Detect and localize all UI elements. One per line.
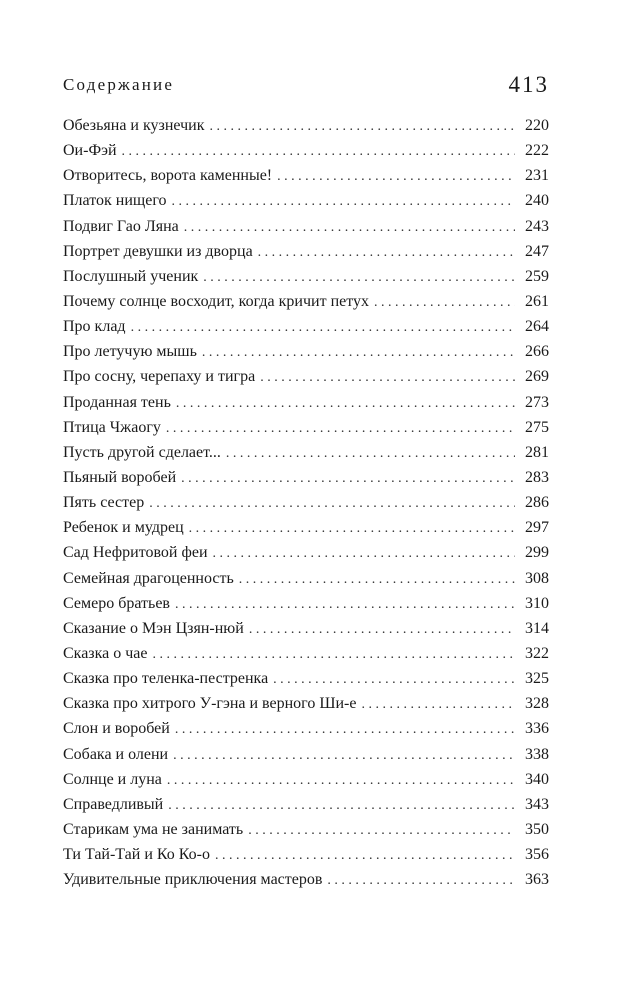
- dot-leader: [166, 416, 515, 441]
- toc-entry-page: 308: [525, 569, 549, 587]
- toc-entry-title: Послушный ученик: [63, 267, 199, 285]
- dot-leader: [374, 290, 515, 315]
- toc-entry: [63, 691, 549, 716]
- dot-leader: [273, 667, 515, 692]
- dot-leader: [122, 139, 515, 164]
- toc-entry-page: 240: [525, 192, 549, 210]
- dot-leader: [213, 541, 515, 566]
- toc-entry: [63, 465, 549, 490]
- dot-leader: [239, 567, 515, 592]
- toc-entry-title: Платок нищего: [63, 192, 167, 210]
- toc-entry: [63, 666, 549, 691]
- toc-entry-page: 310: [525, 594, 549, 612]
- dot-leader: [175, 592, 515, 617]
- toc-entry-page: 297: [525, 519, 549, 537]
- toc-entry-page: 336: [525, 720, 549, 738]
- toc-entry: [63, 314, 549, 339]
- toc-entry-title: Про летучую мышь: [63, 343, 197, 361]
- dot-leader: [277, 164, 515, 189]
- toc-entry: [63, 616, 549, 641]
- toc-entry: [63, 264, 549, 289]
- toc-entry-page: 269: [525, 368, 549, 386]
- toc-entry-title: Справедливый: [63, 795, 164, 813]
- toc-entry-title: Собака и олени: [63, 745, 169, 763]
- toc-entry: [63, 591, 549, 616]
- toc-entry-page: 261: [525, 292, 549, 310]
- toc-entry-page: 356: [525, 846, 549, 864]
- toc-entry-title: Сказка о чае: [63, 644, 148, 662]
- dot-leader: [153, 642, 515, 667]
- toc-entry-title: Птица Чжаогу: [63, 418, 161, 436]
- toc-entry-page: 275: [525, 418, 549, 436]
- toc-entry-page: 322: [525, 644, 549, 662]
- toc-entry-page: 264: [525, 318, 549, 336]
- toc-entry-page: 273: [525, 393, 549, 411]
- dot-leader: [176, 391, 515, 416]
- toc-entry-title: Старикам ума не занимать: [63, 820, 244, 838]
- dot-leader: [210, 114, 516, 139]
- toc-entry-title: Ои-Фэй: [63, 142, 117, 160]
- page-header: [63, 72, 549, 102]
- toc-entry: [63, 817, 549, 842]
- toc-entry: [63, 566, 549, 591]
- toc-entry-page: 299: [525, 544, 549, 562]
- toc-entry: [63, 440, 549, 465]
- toc-entry-page: 340: [525, 770, 549, 788]
- toc-entry: [63, 515, 549, 540]
- toc-entry: [63, 842, 549, 867]
- dot-leader: [131, 315, 515, 340]
- toc-entry: [63, 163, 549, 188]
- toc-entry: [63, 415, 549, 440]
- toc-entry-title: Пьяный воробей: [63, 468, 177, 486]
- toc-entry-title: Сад Нефритовой феи: [63, 544, 208, 562]
- table-of-contents: [63, 113, 549, 892]
- toc-entry-title: Портрет девушки из дворца: [63, 242, 253, 260]
- toc-entry-page: 363: [525, 871, 549, 889]
- toc-entry-title: Ти Тай-Тай и Ко Ко-о: [63, 846, 210, 864]
- toc-entry-page: 243: [525, 217, 549, 235]
- toc-entry-page: 338: [525, 745, 549, 763]
- dot-leader: [168, 793, 515, 818]
- toc-entry-title: Сказка про теленка-пестренка: [63, 670, 269, 688]
- dot-leader: [361, 692, 515, 717]
- dot-leader: [248, 818, 515, 843]
- dot-leader: [184, 215, 515, 240]
- toc-entry-title: Подвиг Гао Ляна: [63, 217, 179, 235]
- dot-leader: [167, 768, 515, 793]
- toc-entry-page: 328: [525, 695, 549, 713]
- running-title: Содержание: [63, 75, 175, 94]
- toc-entry-page: 247: [525, 242, 549, 260]
- toc-entry: [63, 138, 549, 163]
- toc-entry-title: Обезьяна и кузнечик: [63, 117, 205, 134]
- toc-entry-title: Семеро братьев: [63, 594, 170, 612]
- dot-leader: [172, 189, 516, 214]
- toc-entry-page: 286: [525, 494, 549, 512]
- toc-entry: [63, 364, 549, 389]
- toc-entry: [63, 792, 549, 817]
- dot-leader: [173, 743, 515, 768]
- dot-leader: [189, 516, 515, 541]
- toc-entry: [63, 113, 549, 138]
- toc-entry-page: 222: [525, 142, 549, 160]
- toc-entry-title: Про сосну, черепаху и тигра: [63, 368, 256, 386]
- toc-entry: [63, 540, 549, 565]
- toc-entry-page: 231: [525, 167, 549, 185]
- toc-entry-page: 325: [525, 670, 549, 688]
- toc-entry-page: 266: [525, 343, 549, 361]
- dot-leader: [327, 868, 515, 893]
- toc-entry: [63, 867, 549, 892]
- toc-entry-title: Отворитесь, ворота каменные!: [63, 167, 273, 185]
- toc-entry: [63, 716, 549, 741]
- toc-entry: [63, 742, 549, 767]
- dot-leader: [258, 240, 515, 265]
- dot-leader: [215, 843, 515, 868]
- toc-entry-title: Почему солнце восходит, когда кричит петух: [63, 292, 370, 310]
- toc-entry-title: Слон и воробей: [63, 720, 170, 738]
- toc-entry: [63, 239, 549, 264]
- dot-leader: [203, 265, 515, 290]
- toc-entry: [63, 390, 549, 415]
- toc-entry-title: Солнце и луна: [63, 770, 162, 788]
- dot-leader: [149, 491, 515, 516]
- toc-entry-title: Удивительные приключения мастеров: [63, 871, 323, 889]
- toc-entry-title: Сказание о Мэн Цзян-нюй: [63, 619, 244, 637]
- page-number: 413: [508, 72, 549, 97]
- dot-leader: [260, 365, 515, 390]
- toc-entry-page: 281: [525, 443, 549, 461]
- toc-entry-page: 259: [525, 267, 549, 285]
- toc-entry-title: Семейная драгоценность: [63, 569, 234, 587]
- dot-leader: [181, 466, 515, 491]
- toc-entry-title: Пусть другой сделает...: [63, 443, 221, 461]
- toc-entry-title: Проданная тень: [63, 393, 171, 411]
- toc-entry-title: Сказка про хитрого У-гэна и верного Ши-е: [63, 695, 357, 713]
- toc-entry-page: 314: [525, 619, 549, 637]
- dot-leader: [226, 441, 515, 466]
- toc-entry: [63, 490, 549, 515]
- toc-entry: [63, 767, 549, 792]
- toc-entry-page: 343: [525, 795, 549, 813]
- toc-entry: [63, 214, 549, 239]
- toc-entry-title: Про клад: [63, 318, 126, 336]
- dot-leader: [175, 717, 515, 742]
- toc-entry: [63, 188, 549, 213]
- toc-entry-page: 220: [525, 117, 549, 134]
- dot-leader: [249, 617, 515, 642]
- toc-entry: [63, 339, 549, 364]
- toc-entry-page: 283: [525, 468, 549, 486]
- toc-entry-title: Ребенок и мудрец: [63, 519, 184, 537]
- dot-leader: [202, 340, 515, 365]
- toc-entry: [63, 289, 549, 314]
- toc-entry-title: Пять сестер: [63, 494, 145, 512]
- toc-entry-page: 350: [525, 820, 549, 838]
- toc-entry: [63, 641, 549, 666]
